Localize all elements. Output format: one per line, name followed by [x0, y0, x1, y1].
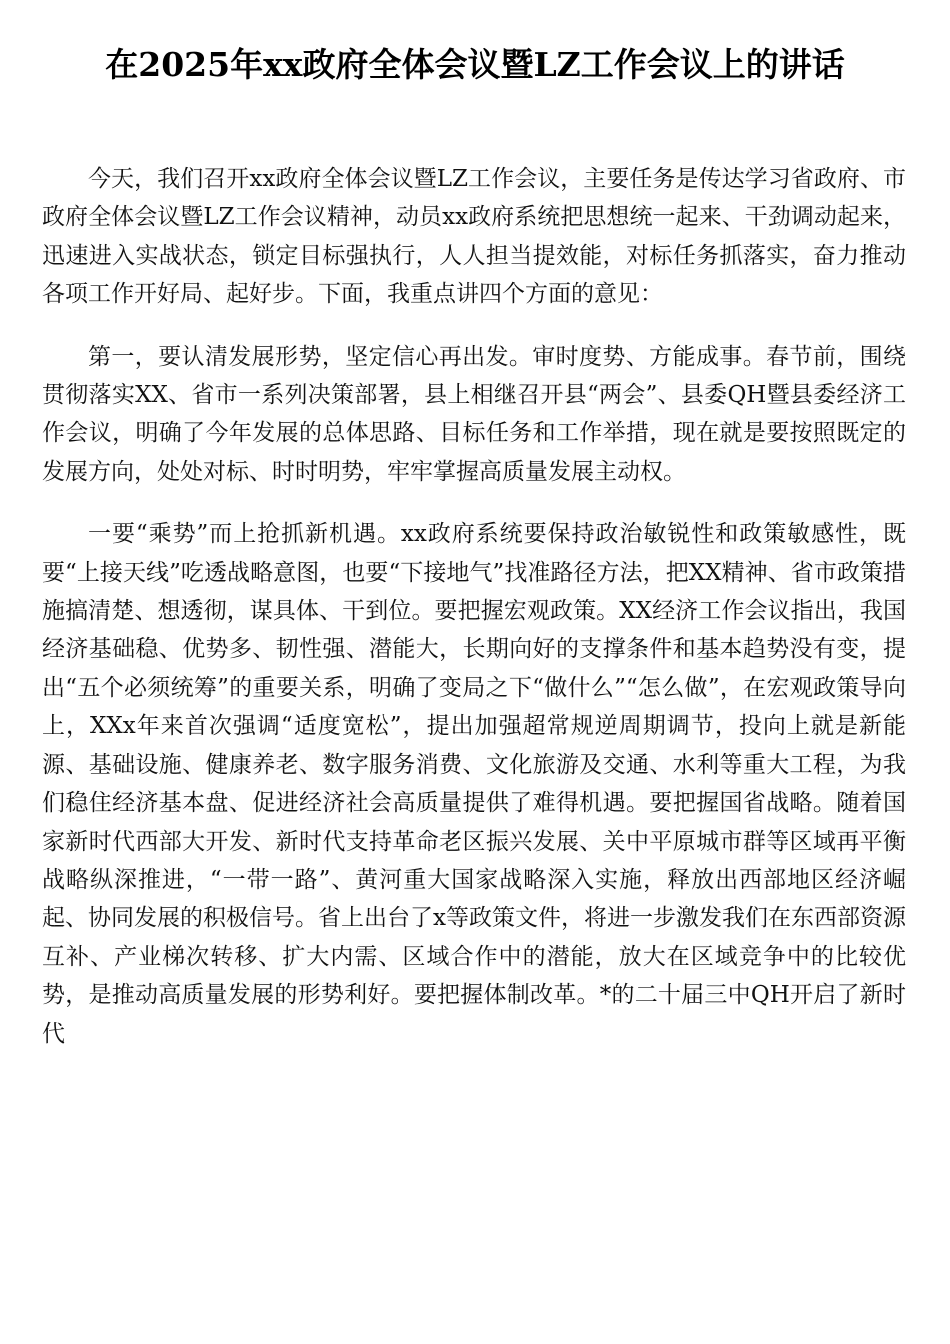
- document-body: [42, 160, 906, 1077]
- paragraph-first-point: 第一，要认清发展形势，坚定信心再出发。审时度势、方能成事。春节前，围绕贯彻落实XX、省市一系列决策部署，县上相继召开县“两会”、县委QH暨县委经济工作会议，明确了今年发展的总体思路、目标任务和工作举措，现在就是要按照既定的发展方向，处处对标、时时明势，牢牢掌握高质量发展主动权。: [42, 343, 906, 485]
- paragraph-opening: 今天，我们召开xx政府全体会议暨LZ工作会议，主要任务是传达学习省政府、市政府全体会议暨LZ工作会议精神，动员xx政府系统把思想统一起来、干劲调动起来，迅速进入实战状态，锁定目标强执行，人人担当提效能，对标任务抓落实，奋力推动各项工作开好局、起好步。下面，我重点讲四个方面的意见：: [42, 166, 906, 308]
- paragraph-sub-point: 一要“乘势”而上抢抓新机遇。xx政府系统要保持政治敏锐性和政策敏感性，既要“上接天线”吃透战略意图，也要“下接地气”找准路径方法，把XX精神、省市政策措施搞清楚、想透彻，谋具体、干到位。要把握宏观政策。XX经济工作会议指出，我国经济基础稳、优势多、韧性强、潜能大，长期向好的支撑条件和基本趋势没有变，提出“五个必须统筹”的重要关系，明确了变局之下“做什么”“怎么做”，在宏观政策导向上，XXx年来首次强调“适度宽松”，提出加强超常规逆周期调节，投向上就是新能源、基础设施、健康养老、数字服务消费、文化旅游及交通、水利等重大工程，为我们稳住经济基本盘、促进经济社会高质量提供了难得机遇。要把握国省战略。随着国家新时代西部大开发、新时代支持革命老区振兴发展、关中平原城市群等区域再平衡战略纵深推进，“一带一路”、黄河重大国家战略深入实施，释放出西部地区经济崛起、协同发展的积极信号。省上出台了x等政策文件，将进一步激发我们在东西部资源互补、产业梯次转移、扩大内需、区域合作中的潜能，放大在区域竞争中的比较优势，是推动高质量发展的形势利好。要把握体制改革。*的二十届三中QH开启了新时代: [42, 521, 906, 1047]
- document-title: 在2025年xx政府全体会议暨LZ工作会议上的讲话: [105, 45, 845, 84]
